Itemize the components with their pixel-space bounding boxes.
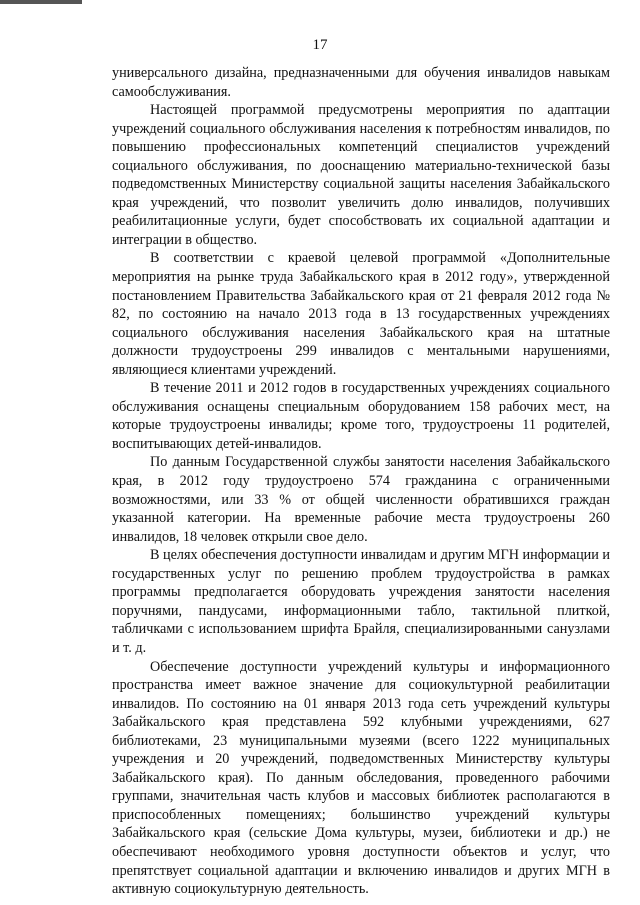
top-edge-rule (0, 0, 82, 4)
paragraph-program-measures: Настоящей программой предусмотрены мероприятия по адаптации учреждений социального обслуживания населения к потребностям инвалидов, по повышению профессиональных компетенций специалистов учреждений социального обслуживания, по дооснащению материально-технической базы подведомственных Министерству социальной защиты населения Забайкальского края учреждений, что позволит увеличить долю инвалидов, получивших реабилитационные услуги, будет способствовать их социальной адаптации и интеграции в общество. (112, 102, 610, 248)
paragraph-culture-accessibility: Обеспечение доступности учреждений культуры и информационного пространства имеет важное значение для социокультурной реабилитации инвалидов. По состоянию на 01 января 2013 года сеть учреждений культуры Забайкальского края представлена 592 клубными учреждениями, 627 библиотеками, 23 муниципальными музеями (всего 1222 муниципальных учреждения и 20 учреждений, подведомственных Министерству культуры Забайкальского края). По данным обследования, проведенного рабочими группами, значительная часть клубов и массовых библиотек располагаются в приспособленных помещениях; большинство учреждений культуры Забайкальского края (сельские Дома культуры, музеи, библиотеки и др.) не обеспечивают необходимого уровня доступности объектов и услуг, что препятствует социальной адаптации и включению инвалидов и других МГН в активную социокультурную деятельность. (112, 658, 610, 898)
paragraph-regional-program: В соответствии с краевой целевой программой «Дополнительные мероприятия на рынке труда Забайкальского края в 2012 году», утвержденной постановлением Правительства Забайкальского края от 21 февраля 2012 года № 82, по состоянию на начало 2013 года в 13 государственных учреждениях социального обслуживания населения Забайкальского края на штатные должности трудоустроены 299 инвалидов с ментальными нарушениями, являющиеся клиентами учреждений. (112, 250, 610, 378)
paragraph-workplaces: В течение 2011 и 2012 годов в государственных учреждениях социального обслуживания оснащены специальным оборудованием 158 рабочих мест, на которые трудоустроены инвалиды; кроме того, трудоустроены 11 родителей, воспитывающих детей-инвалидов. (112, 380, 610, 452)
document-body (112, 64, 610, 899)
paragraph-continuation: универсального дизайна, предназначенными для обучения инвалидов навыкам самообслуживания. (112, 65, 610, 100)
page-number: 17 (312, 37, 328, 53)
paragraph-accessibility-measures: В целях обеспечения доступности инвалидам и другим МГН информации и государственных услуг по решению проблем трудоустройства в рамках программы предполагается оборудовать учреждения занятости населения поручнями, пандусами, информационными табло, тактильной плиткой, табличками с использованием шрифта Брайля, специализированными санузлами и т. д. (112, 547, 610, 656)
paragraph-employment-service: По данным Государственной службы занятости населения Забайкальского края, в 2012 году трудоустроено 574 гражданина с ограниченными возможностями, или 33 % от общей численности обратившихся граждан указанной категории. На временные рабочие места трудоустроены 260 инвалидов, 18 человек открыли свое дело. (112, 454, 610, 545)
